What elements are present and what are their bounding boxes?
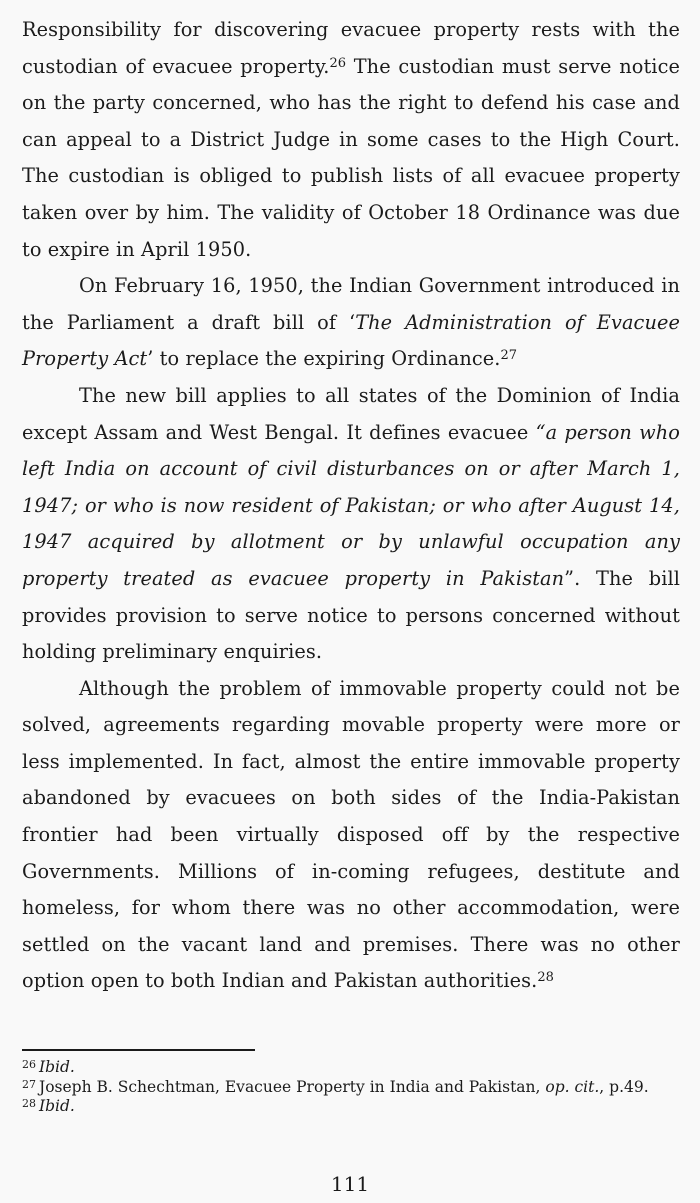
paragraph-1 — [22, 12, 680, 268]
paragraph-4 — [22, 671, 680, 1000]
text-run: On February 16, 1950, the Indian Government introduced in the Parliament a draft bill of ‘ — [22, 274, 680, 334]
footnote-ref: 28 — [537, 970, 554, 986]
footnote-number: 27 — [22, 1077, 36, 1091]
footnote-list — [22, 1058, 680, 1117]
footnote-ref: 27 — [500, 348, 518, 364]
text-run: Joseph B. Schechtman, Evacuee Property in India and Pakistan, — [39, 1077, 546, 1096]
footnote-number: 28 — [22, 1097, 36, 1111]
text-run: Responsibility for discovering evacuee property rests with the custodian of evacuee property. — [22, 18, 680, 78]
italic-text-run: op. cit. — [545, 1077, 600, 1096]
text-run: Although the problem of immovable property could not be solved, agreements regarding movable property were more or less implemented. In fact, almost the entire immovable property abandoned by evacuees on both sides of the India-Pakistan frontier had been virtually disposed off by the respective Governments. Millions of in-coming refugees, destitute and homeless, for whom there was no other accommodation, were settled on the vacant land and premises. There was no other option open to both Indian and Pakistan authorities. — [22, 676, 680, 993]
italic-text-run: “a person who left India on account of civil disturbances on or after March 1, 1947; or who is now resident of Pakistan; or who after August 14, 1947 acquired by allotment or by unlawful occupation any property treated as evacuee property in Pakistan — [22, 420, 680, 590]
text-run: ”. The bill provides provision to serve notice to persons concerned without holding preliminary enquiries. — [22, 566, 680, 664]
text-run: The new bill applies to all states of the Dominion of India except Assam and West Bengal. It defines evacuee — [22, 383, 680, 444]
paragraph-2 — [22, 268, 680, 378]
text-run: The custodian must serve notice on the party concerned, who has the right to defend his case and can appeal to a District Judge in some cases to the High Court. The custodian is obliged to publish lists of all evacuee property taken over by him. The validity of October 18 Ordinance was due to expire in April 1950. — [22, 54, 680, 261]
footnote-27 — [22, 1078, 680, 1098]
footnote-28 — [22, 1097, 680, 1117]
footnotes-section — [22, 1049, 680, 1117]
italic-text-run: Ibid. — [39, 1058, 75, 1076]
page-number: 111 — [330, 1172, 370, 1196]
footnote-26 — [22, 1058, 680, 1078]
paragraph-3 — [22, 378, 680, 671]
text-run: ’ to replace the expiring Ordinance. — [147, 347, 501, 371]
italic-text-run: The Administration of Evacuee Property Act — [22, 310, 680, 371]
footnote-separator — [22, 1049, 255, 1051]
italic-text-run: Ibid. — [39, 1097, 75, 1116]
text-run: , p.49. — [599, 1077, 649, 1096]
footnote-ref: 26 — [329, 55, 347, 71]
footnote-number: 26 — [22, 1058, 36, 1071]
body-text — [22, 12, 680, 1000]
